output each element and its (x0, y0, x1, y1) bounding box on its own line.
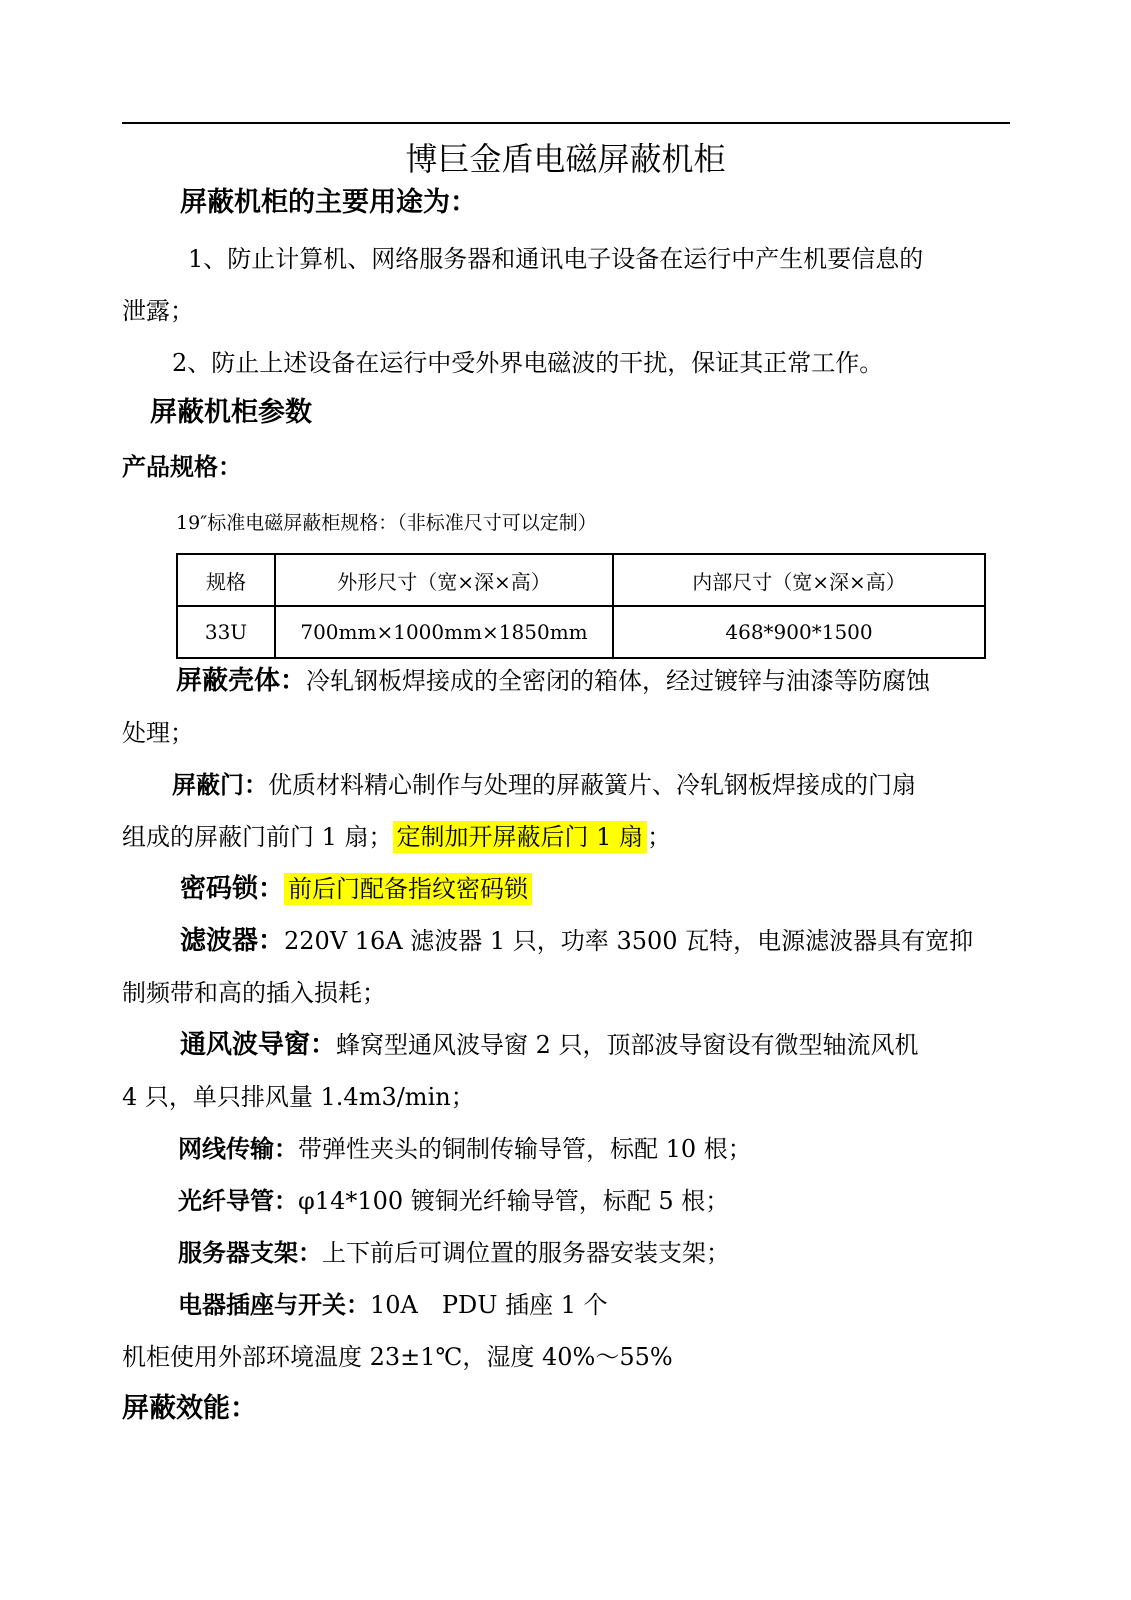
purpose-item-1: 1、防止计算机、网络服务器和通讯电子设备在运行中产生机要信息的 (188, 245, 924, 273)
lock-label: 密码锁： (180, 874, 285, 904)
door-label: 屏蔽门： (172, 771, 268, 799)
effect-heading: 屏蔽效能： (122, 1393, 257, 1424)
table-cell: 33U (177, 606, 275, 658)
purpose-item-2: 2、防止上述设备在运行中受外界电磁波的干扰，保证其正常工作。 (172, 349, 884, 377)
socket-label: 电器插座与开关： (178, 1291, 370, 1319)
filter-text: 220V 16A 滤波器 1 只，功率 3500 瓦特，电源滤波器具有宽抑 (284, 927, 974, 955)
net-text: 带弹性夹头的铜制传输导管，标配 10 根； (298, 1135, 752, 1163)
spec-table (176, 553, 986, 659)
shell-label: 屏蔽壳体： (176, 666, 307, 696)
door-highlight: 定制加开屏蔽后门 1 扇 (393, 821, 648, 853)
net-line (178, 1134, 752, 1164)
vent-text-cont: 4 只，单只排风量 1.4m3/min； (122, 1083, 475, 1111)
header-rule (122, 122, 1010, 124)
vent-line (180, 1030, 919, 1060)
spec-heading: 产品规格： (122, 453, 242, 481)
fiber-line (178, 1186, 729, 1216)
table-cell: 700mm×1000mm×1850mm (275, 606, 613, 658)
shell-line (176, 666, 930, 696)
server-text: 上下前后可调位置的服务器安装支架； (322, 1239, 730, 1267)
shell-text: 冷轧钢板焊接成的全密闭的箱体，经过镀锌与油漆等防腐蚀 (306, 667, 931, 695)
environment-text: 机柜使用外部环境温度 23±1℃，湿度 40%～55% (122, 1343, 673, 1371)
vent-text: 蜂窝型通风波导窗 2 只，顶部波导窗设有微型轴流风机 (336, 1031, 919, 1059)
lock-line (180, 874, 532, 904)
vent-label: 通风波导窗： (180, 1030, 337, 1060)
table-cell: 468*900*1500 (613, 606, 985, 658)
filter-line (180, 926, 973, 956)
shell-text-cont: 处理； (122, 719, 194, 747)
net-label: 网线传输： (178, 1135, 298, 1163)
filter-label: 滤波器： (180, 926, 285, 956)
socket-text: 10A PDU 插座 1 个 (370, 1291, 608, 1319)
table-row (177, 606, 985, 658)
table-header-cell: 规格 (177, 554, 275, 606)
document-title: 博巨金盾电磁屏蔽机柜 (405, 140, 726, 178)
door-line-2 (122, 822, 671, 852)
fiber-label: 光纤导管： (178, 1187, 298, 1215)
purpose-item-1-cont: 泄露； (122, 297, 194, 325)
door-line (172, 770, 916, 800)
door-text-cont: 组成的屏蔽门前门 1 扇； (122, 823, 393, 851)
table-header-cell: 外形尺寸（宽×深×高） (275, 554, 613, 606)
server-label: 服务器支架： (178, 1239, 322, 1267)
fiber-text: φ14*100 镀铜光纤输导管，标配 5 根； (298, 1187, 730, 1215)
table-header-cell: 内部尺寸（宽×深×高） (613, 554, 985, 606)
socket-line (178, 1290, 608, 1320)
server-line (178, 1238, 730, 1268)
door-text: 优质材料精心制作与处理的屏蔽簧片、冷轧钢板焊接成的门扇 (268, 771, 916, 799)
table-header-row (177, 554, 985, 606)
filter-text-cont: 制频带和高的插入损耗； (122, 979, 386, 1007)
table-caption: 19″标准电磁屏蔽柜规格：（非标准尺寸可以定制） (176, 512, 597, 534)
door-text-end: ； (647, 823, 672, 851)
purpose-heading: 屏蔽机柜的主要用途为： (180, 187, 477, 218)
lock-highlight: 前后门配备指纹密码锁 (284, 873, 532, 905)
params-heading: 屏蔽机柜参数 (150, 397, 312, 428)
